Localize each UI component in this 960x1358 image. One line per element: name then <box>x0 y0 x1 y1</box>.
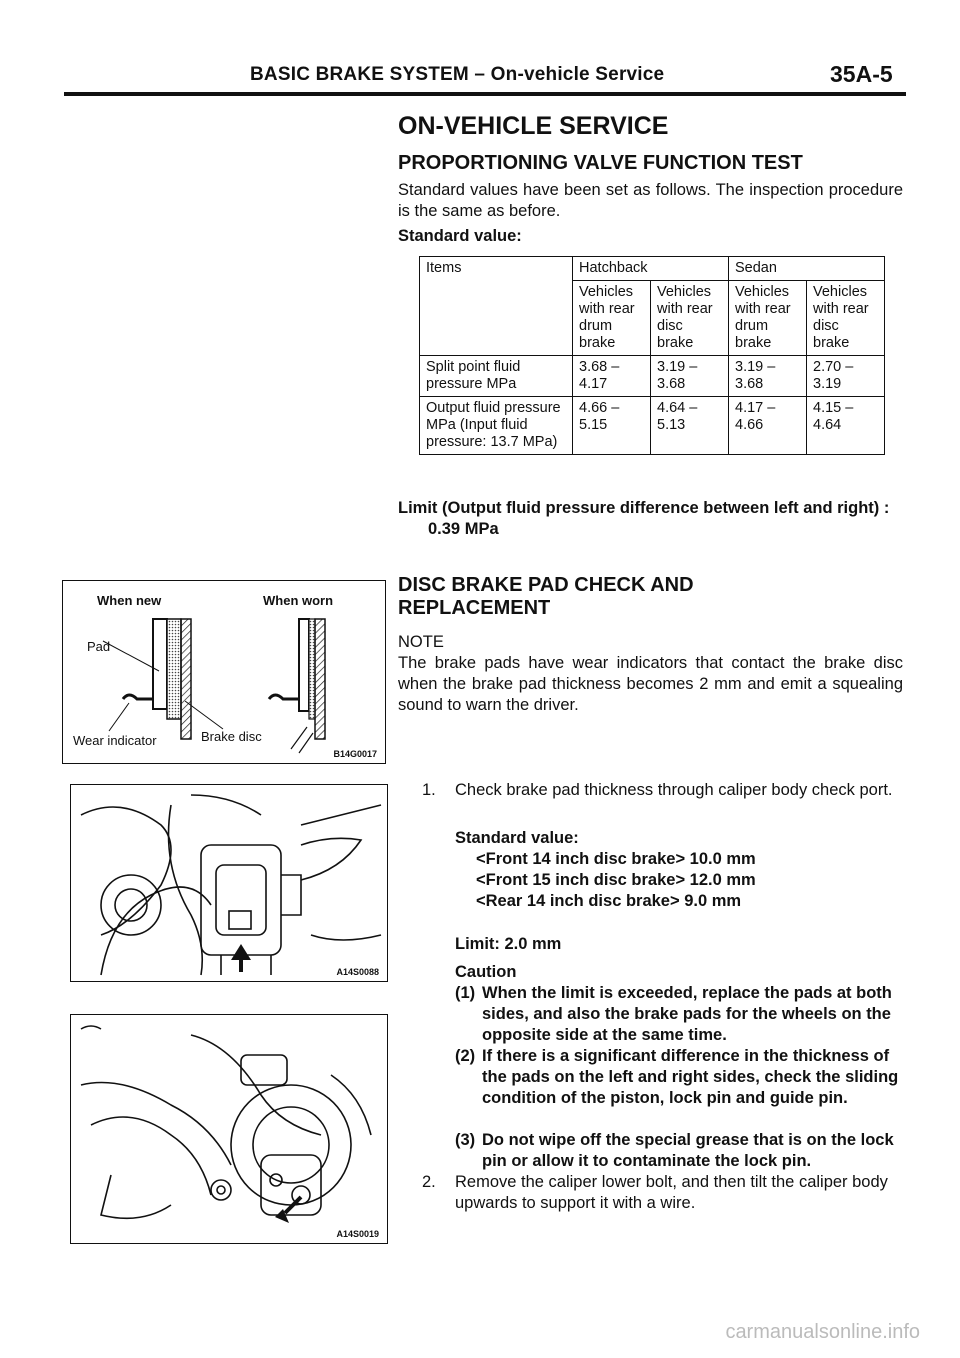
caliper-drawing <box>71 785 387 981</box>
disc-brake-heading-line2: REPLACEMENT <box>398 597 551 619</box>
figure-code-2: A14S0088 <box>336 967 379 977</box>
section-title: ON-VEHICLE SERVICE <box>398 112 669 140</box>
standard-value-1: <Front 14 inch disc brake> 10.0 mm <box>476 850 756 868</box>
caution-num-1: (1) <box>455 984 476 1002</box>
note-label: NOTE <box>398 633 444 651</box>
table-cell: 2.70 – 3.19 <box>807 356 885 397</box>
suspension-drawing <box>71 1015 387 1243</box>
table-row <box>420 397 885 455</box>
wear-indicator-drawing <box>63 581 385 763</box>
table-cell: 4.17 – 4.66 <box>729 397 807 455</box>
figure-caliper-check-port <box>70 784 388 982</box>
header-title: BASIC BRAKE SYSTEM – On-vehicle Service <box>250 64 665 85</box>
note-text: The brake pads have wear indicators that contact the brake disc when the brake pad thickness becomes 2 mm and emit a squealing sound to warn the driver. <box>398 654 903 714</box>
figure-code-1: B14G0017 <box>333 749 377 759</box>
figure-label-wear-indicator: Wear indicator <box>73 733 157 748</box>
table-subheader: Vehicles with rear drum brake <box>729 281 807 356</box>
step1-text: Check brake pad thickness through caliper body check port. <box>455 781 893 799</box>
table-cell: 3.68 – 4.17 <box>573 356 651 397</box>
table-row-label: Split point fluid pressure MPa <box>420 356 573 397</box>
figure-wear-indicator <box>62 580 386 764</box>
table-cell: 4.66 – 5.15 <box>573 397 651 455</box>
table-cell: 4.64 – 5.13 <box>651 397 729 455</box>
table-cell: 3.19 – 3.68 <box>651 356 729 397</box>
standard-value-label: Standard value: <box>398 227 522 245</box>
figure-label-when-new: When new <box>97 593 162 608</box>
page-number: 35A-5 <box>830 61 893 87</box>
caution-text-1: When the limit is exceeded, replace the pads at both sides, and also the brake pads for the wheels on the opposite side at the same time. <box>482 984 892 1044</box>
figure-label-when-worn: When worn <box>263 593 334 608</box>
disc-brake-heading-line1: DISC BRAKE PAD CHECK AND <box>398 574 694 596</box>
standard-value-2: <Front 15 inch disc brake> 12.0 mm <box>476 871 756 889</box>
caution-num-3: (3) <box>455 1131 476 1149</box>
table-row-label: Output fluid pressure MPa (Input fluid pressure: 13.7 MPa) <box>420 397 573 455</box>
step2-text: Remove the caliper lower bolt, and then tilt the caliper body upwards to support it with a wire. <box>455 1173 888 1212</box>
standard-value-3: <Rear 14 inch disc brake> 9.0 mm <box>476 892 742 910</box>
table-subheader: Vehicles with rear disc brake <box>651 281 729 356</box>
table-cell: 3.19 – 3.68 <box>729 356 807 397</box>
caution-text-2: If there is a significant difference in the thickness of the pads on the left and right sides, check the sliding condition of the piston, lock pin and guide pin. <box>482 1047 899 1107</box>
figure-label-pad: Pad <box>87 639 111 654</box>
figure-label-brake-disc: Brake disc <box>201 729 262 744</box>
step1-standard-label: Standard value: <box>455 829 579 847</box>
caution-label: Caution <box>455 963 517 981</box>
disc-brake-heading <box>398 574 694 620</box>
table-subheader: Vehicles with rear drum brake <box>573 281 651 356</box>
step2-number: 2. <box>422 1173 436 1191</box>
step1-number: 1. <box>422 781 436 799</box>
proportioning-limit: Limit (Output fluid pressure difference between left and right) : 0.39 MPa <box>398 499 890 538</box>
table-items-header: Items <box>420 257 573 356</box>
figure-caliper-lower-bolt <box>70 1014 388 1244</box>
table-row <box>420 356 885 397</box>
figure-code-3: A14S0019 <box>336 1229 379 1239</box>
proportioning-intro: Standard values have been set as follows. The inspection procedure is the same as before. <box>398 181 903 220</box>
watermark: carmanualsonline.info <box>725 1321 920 1343</box>
proportioning-table <box>419 256 885 455</box>
table-cell: 4.15 – 4.64 <box>807 397 885 455</box>
header-rule <box>64 92 906 96</box>
step1-limit: Limit: 2.0 mm <box>455 935 562 953</box>
caution-text-3: Do not wipe off the special grease that is on the lock pin or allow it to contaminate the lock pin. <box>482 1131 894 1170</box>
table-group-sedan: Sedan <box>729 257 885 281</box>
table-group-hatchback: Hatchback <box>573 257 729 281</box>
proportioning-heading: PROPORTIONING VALVE FUNCTION TEST <box>398 152 803 174</box>
caution-num-2: (2) <box>455 1047 476 1065</box>
table-subheader: Vehicles with rear disc brake <box>807 281 885 356</box>
